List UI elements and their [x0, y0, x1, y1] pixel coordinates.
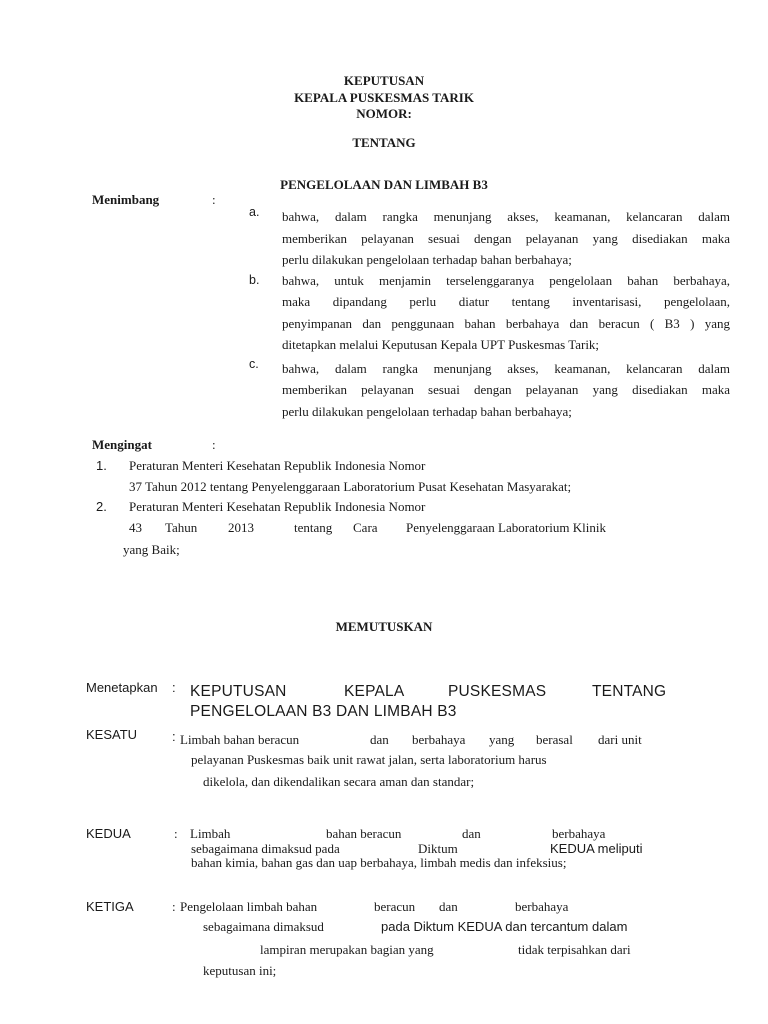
- kesatu-line1-part1: Limbah bahan beracun: [180, 732, 300, 747]
- menetapkan-line1-word2: KEPALA: [344, 683, 405, 700]
- menimbang-c-line3: perlu dilakukan pengelolaan terhadap bahan berbahaya;: [282, 404, 572, 419]
- ketiga-colon: :: [172, 899, 176, 914]
- menimbang-b-line3: penyimpanan dan penggunaan bahan berbahaya dan beracun ( B3 ) yang: [282, 316, 730, 331]
- menimbang-a-line3: perlu dilakukan pengelolaan terhadap bahan berbahaya;: [282, 252, 572, 267]
- document-number: NOMOR:: [356, 106, 412, 121]
- kedua-line2-part2: Diktum: [418, 841, 458, 856]
- menetapkan-colon: :: [172, 680, 176, 695]
- mengingat-1-line2: 37 Tahun 2012 tentang Penyelenggaraan Laboratorium Pusat Kesehatan Masyarakat;: [129, 479, 572, 494]
- menimbang-a-line1: bahwa, dalam rangka menunjang akses, keamanan, kelancaran dalam: [282, 209, 730, 224]
- ketiga-line1-part1: Pengelolaan limbah bahan: [180, 899, 318, 914]
- kesatu-line1-part6: dari unit: [598, 732, 642, 747]
- mengingat-2-line2-tahun: Tahun: [165, 520, 198, 535]
- document-about: TENTANG: [352, 135, 416, 150]
- menimbang-marker-a: a.: [249, 205, 260, 219]
- ketiga-line3-part2: tidak terpisahkan dari: [518, 942, 631, 957]
- mengingat-1-line1: Peraturan Menteri Kesehatan Republik Indonesia Nomor: [129, 458, 426, 473]
- mengingat-colon: :: [212, 437, 216, 452]
- kedua-line1-part1: Limbah: [190, 826, 231, 841]
- mengingat-2-line1: Peraturan Menteri Kesehatan Republik Indonesia Nomor: [129, 499, 426, 514]
- menimbang-b-line2: maka dipandang perlu diatur tentang inventarisasi, pengelolaan,: [282, 294, 730, 309]
- kesatu-line3: dikelola, dan dikendalikan secara aman dan standar;: [203, 774, 475, 789]
- ketiga-label: KETIGA: [86, 899, 134, 914]
- kedua-label: KEDUA: [86, 826, 131, 841]
- document-issuer: KEPALA PUSKESMAS TARIK: [294, 90, 474, 105]
- document-subject: PENGELOLAAN DAN LIMBAH B3: [280, 177, 488, 192]
- mengingat-label: Mengingat: [92, 437, 152, 452]
- menetapkan-line1-word1: KEPUTUSAN: [190, 683, 287, 700]
- kesatu-label: KESATU: [86, 727, 138, 742]
- kesatu-line1-part2: dan: [370, 732, 389, 747]
- ketiga-line1-part2: beracun: [374, 899, 416, 914]
- menetapkan-label: Menetapkan: [86, 680, 158, 695]
- menimbang-label: Menimbang: [92, 192, 160, 207]
- ketiga-line3-part1: lampiran merupakan bagian yang: [260, 942, 434, 957]
- mengingat-2-line2-tentang: tentang: [294, 520, 333, 535]
- ketiga-line2-part1: sebagaimana dimaksud: [203, 919, 324, 934]
- menetapkan-line2: PENGELOLAAN B3 DAN LIMBAH B3: [190, 703, 457, 720]
- kedua-line2-part3: KEDUA meliputi: [550, 841, 643, 856]
- kedua-line3: bahan kimia, bahan gas dan uap berbahaya, limbah medis dan infeksius;: [191, 855, 567, 870]
- kedua-colon: :: [174, 826, 178, 841]
- ketiga-line2-part2: pada Diktum KEDUA dan tercantum dalam: [381, 919, 628, 934]
- kedua-line2-part1: sebagaimana dimaksud pada: [191, 841, 340, 856]
- kedua-line1-part2: bahan beracun: [326, 826, 402, 841]
- mengingat-2-line3: yang Baik;: [123, 542, 180, 557]
- menimbang-a-line2: memberikan pelayanan sesuai dengan pelayanan yang disediakan maka: [282, 231, 730, 246]
- kesatu-line1-part5: berasal: [536, 732, 573, 747]
- ketiga-line1-part4: berbahaya: [515, 899, 569, 914]
- mengingat-2-line2-num: 43: [129, 520, 142, 535]
- document-title: KEPUTUSAN: [343, 73, 425, 88]
- mengingat-2-line2-cara: Cara: [353, 520, 378, 535]
- menimbang-marker-b: b.: [249, 273, 260, 287]
- kesatu-line1-part4: yang: [489, 732, 515, 747]
- kesatu-line2: pelayanan Puskesmas baik unit rawat jalan, serta laboratorium harus: [191, 752, 547, 767]
- menimbang-c-line1: bahwa, dalam rangka menunjang akses, keamanan, kelancaran dalam: [282, 361, 730, 376]
- menimbang-c-line2: memberikan pelayanan sesuai dengan pelayanan yang disediakan maka: [282, 382, 730, 397]
- memutuskan-heading: MEMUTUSKAN: [335, 619, 433, 634]
- mengingat-2-line2-rest: Penyelenggaraan Laboratorium Klinik: [406, 520, 606, 535]
- menimbang-marker-c: c.: [249, 357, 259, 371]
- menimbang-b-line4: ditetapkan melalui Keputusan Kepala UPT Puskesmas Tarik;: [282, 337, 600, 352]
- kedua-line1-part3: dan: [462, 826, 481, 841]
- mengingat-marker-2: 2.: [96, 499, 107, 514]
- kesatu-line1-part3: berbahaya: [412, 732, 466, 747]
- mengingat-2-line2-year: 2013: [228, 520, 254, 535]
- menetapkan-line1-word4: TENTANG: [592, 683, 667, 700]
- menimbang-b-line1: bahwa, untuk menjamin terselenggaranya pengelolaan bahan berbahaya,: [282, 273, 730, 288]
- menimbang-colon: :: [212, 192, 216, 207]
- mengingat-marker-1: 1.: [96, 458, 107, 473]
- ketiga-line1-part3: dan: [439, 899, 458, 914]
- kesatu-colon: :: [172, 729, 176, 744]
- kedua-line1-part4: berbahaya: [552, 826, 606, 841]
- ketiga-line4: keputusan ini;: [203, 963, 277, 978]
- menetapkan-line1-word3: PUSKESMAS: [448, 683, 547, 700]
